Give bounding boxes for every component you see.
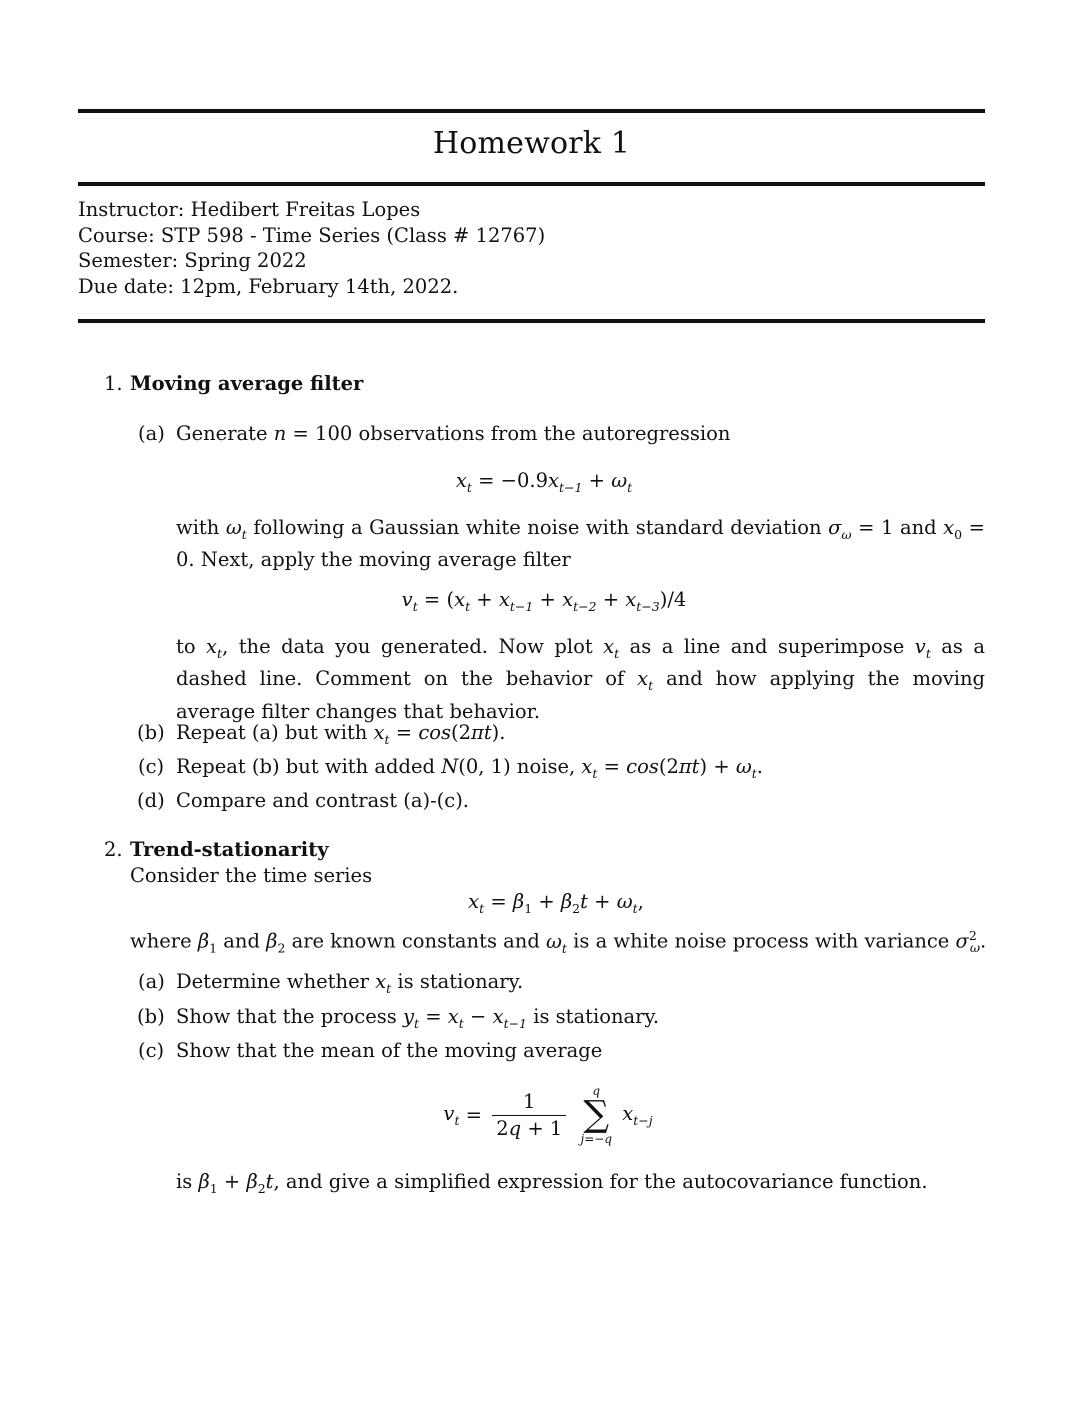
q2-part-b-text: Show that the process $y_t = x_t - x_{t-1}$ is stationary.: [176, 1005, 660, 1031]
question-2-number: 2.: [104, 838, 123, 861]
header-bottom-rule: [78, 319, 985, 323]
q1-part-c-text: Repeat (b) but with added N(0, 1) noise, $x_t = \cos(2\pi t) + \omega_t$.: [176, 755, 763, 781]
semester-line: Semester: Spring 2022: [78, 249, 307, 272]
q1-part-b-label: (b): [137, 721, 165, 744]
q1-part-d-text: Compare and contrast (a)-(c).: [176, 789, 469, 812]
q2-part-a-label: (a): [138, 970, 165, 993]
q2-equation-moving-average: $v_t$ = $\frac{1}{2q + 1}$ q ∑ j=−q $x_{t-j}$: [443, 1084, 653, 1146]
title-bottom-rule: [78, 182, 985, 186]
q2-part-c-text: Show that the mean of the moving average: [176, 1039, 603, 1062]
q2-equation-trend: $x_t = \beta_1 + \beta_2t + \omega_t$,: [468, 890, 644, 916]
q1-equation-moving-average: $v_t = (x_t + x_{t-1} + x_{t-2} + x_{t-3})/4$: [401, 588, 687, 614]
q1-part-b-text: Repeat (a) but with $x_t = \cos(2\pi t)$.: [176, 721, 506, 747]
q2-part-b-label: (b): [137, 1005, 165, 1028]
q2-part-c-label: (c): [138, 1039, 165, 1062]
due-date-line: Due date: 12pm, February 14th, 2022.: [78, 274, 459, 298]
q1-equation-autoregression: $x_t = -0.9x_{t-1} + \omega_t$: [455, 469, 633, 495]
course-line: Course: STP 598 - Time Series (Class # 12767): [78, 223, 546, 247]
summation: q ∑ j=−q: [580, 1084, 612, 1146]
q2-part-a-text: Determine whether $x_t$ is stationary.: [176, 970, 524, 996]
q1-part-c-label: (c): [138, 755, 165, 778]
q1-part-a-text: Generate n = 100 observations from the autoregression: [176, 422, 731, 445]
question-1-title: Moving average filter: [130, 372, 364, 395]
q2-text: where $\beta_1$ and $\beta_2$ are known constants and $\omega_t$ is a white noise process with variance $\sigma^2_\omega$.: [130, 928, 987, 956]
question-2-title: Trend-stationarity: [130, 838, 329, 861]
q2-intro: Consider the time series: [130, 864, 373, 887]
header-meta: [78, 197, 545, 299]
top-rule: [78, 109, 985, 113]
page-title: Homework 1: [432, 126, 631, 161]
question-1-number: 1.: [104, 372, 123, 395]
q2-part-c-text-2: is $\beta_1 + \beta_2t$, and give a simplified expression for the autocovariance function.: [176, 1170, 928, 1196]
fraction: $\frac{1}{2q + 1}$: [492, 1089, 566, 1142]
q1-part-d-label: (d): [137, 789, 165, 812]
q1-part-a-label: (a): [138, 422, 165, 445]
q1-part-a-text-3: to $x_t$, the data you generated. Now plot $x_t$ as a line and superimpose $v_t$ as a dashed line. Comment on the behavior of $x_t$ and how applying the moving average filter changes that behavior.: [176, 635, 985, 723]
instructor-line: Instructor: Hedibert Freitas Lopes: [78, 198, 421, 221]
q1-part-a-text-2: with $\omega_t$ following a Gaussian white noise with standard deviation $\sigma_\omega = 1$ and $x_0 = 0$. Next, apply the moving average filter: [176, 516, 985, 572]
